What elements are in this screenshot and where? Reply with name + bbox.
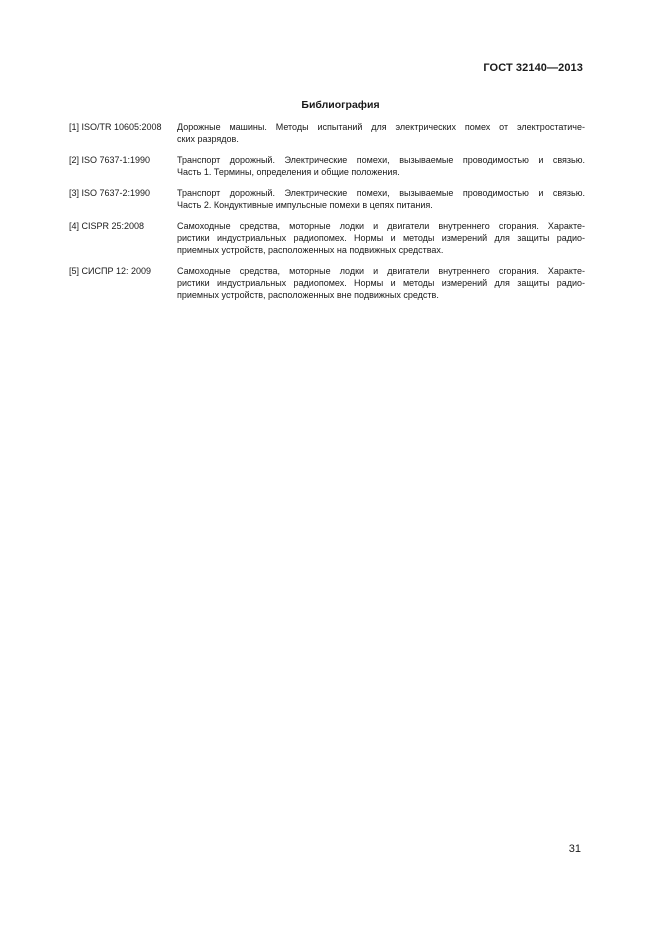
bibliography-description: [177, 121, 585, 145]
bibliography-ref: [4] CISPR 25:2008: [69, 221, 145, 231]
bibliography-entry-3: [69, 187, 585, 211]
bibliography-line: Транспорт дорожный. Электрические помехи, вызываемые проводимостью и связью.: [177, 155, 585, 165]
bibliography-line: Часть 1. Термины, определения и общие положения.: [177, 167, 400, 177]
bibliography-ref: [1] ISO/TR 10605:2008: [69, 122, 162, 132]
bibliography-line: ристики индустриальных радиопомех. Нормы и методы измерений для защиты радио-: [177, 233, 585, 243]
bibliography-description: [177, 154, 585, 178]
bibliography-title: Библиография: [301, 99, 380, 111]
bibliography-list: [69, 121, 585, 310]
bibliography-ref: [5] СИСПР 12: 2009: [69, 266, 151, 276]
bibliography-description: [177, 187, 585, 211]
bibliography-line: Самоходные средства, моторные лодки и двигатели внутреннего сгорания. Характе-: [177, 221, 585, 231]
bibliography-line: Дорожные машины. Методы испытаний для электрических помех от электростатиче-: [177, 122, 585, 132]
bibliography-description: [177, 265, 585, 301]
bibliography-ref: [3] ISO 7637-2:1990: [69, 188, 151, 198]
page-number: 31: [568, 843, 581, 855]
bibliography-line: Часть 2. Кондуктивные импульсные помехи в цепях питания.: [177, 200, 433, 210]
bibliography-ref: [2] ISO 7637-1:1990: [69, 155, 151, 165]
bibliography-entry-4: [69, 220, 585, 256]
bibliography-line: ристики индустриальных радиопомех. Нормы и методы измерений для защиты радио-: [177, 278, 585, 288]
document-header: ГОСТ 32140—2013: [483, 62, 583, 74]
bibliography-entry-1: [69, 121, 585, 145]
bibliography-description: [177, 220, 585, 256]
bibliography-line: ских разрядов.: [177, 134, 239, 144]
bibliography-line: Транспорт дорожный. Электрические помехи, вызываемые проводимостью и связью.: [177, 188, 585, 198]
bibliography-line: приемных устройств, расположенных вне подвижных средств.: [177, 290, 439, 300]
bibliography-entry-5: [69, 265, 585, 301]
bibliography-entry-2: [69, 154, 585, 178]
bibliography-line: приемных устройств, расположенных на подвижных средствах.: [177, 245, 444, 255]
bibliography-line: Самоходные средства, моторные лодки и двигатели внутреннего сгорания. Характе-: [177, 266, 585, 276]
